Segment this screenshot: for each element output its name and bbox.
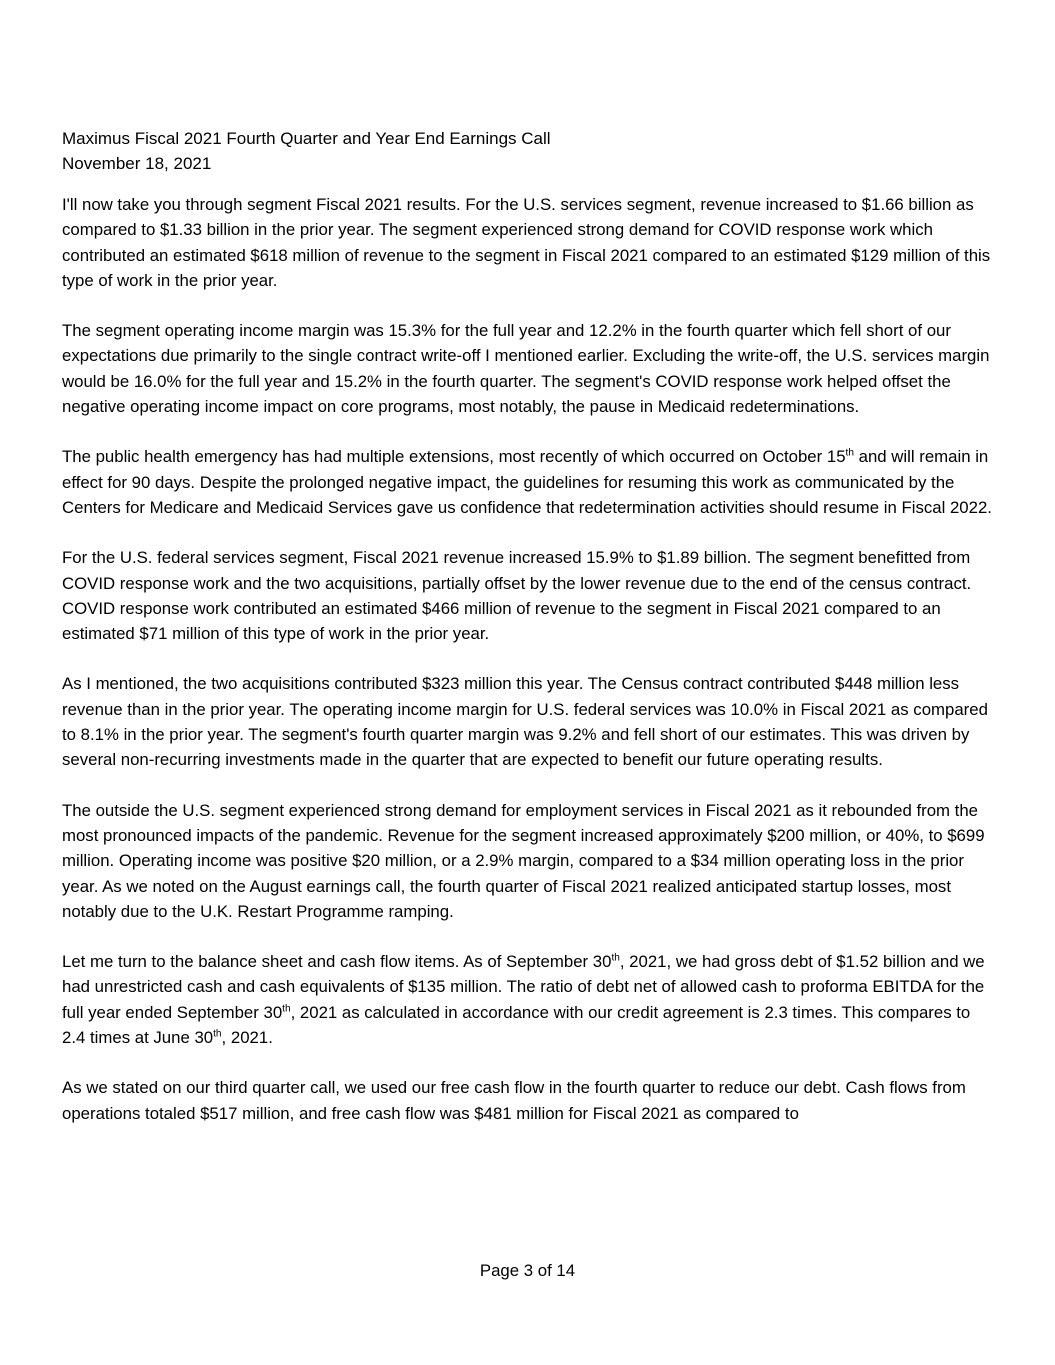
ordinal-superscript: th [282, 1003, 291, 1015]
paragraph [62, 671, 992, 772]
paragraph [62, 192, 992, 293]
paragraph [62, 545, 992, 646]
paragraph-text: , 2021 as calculated in accordance with our credit agreement is 2.3 times. This compares to 2.4 times at June 30 [62, 1002, 971, 1048]
document-date: November 18, 2021 [62, 154, 212, 173]
paragraph-text: and will remain in effect for 90 days. Despite the prolonged negative impact, the guidelines for resuming this work as communicated by the Centers for Medicare and Medicaid Services gave us confidence that redetermination activities should resume in Fiscal 2022. [62, 447, 992, 517]
paragraph-text: , 2021, we had gross debt of $1.52 billion and we had unrestricted cash and cash equivalents of $135 million. The ratio of debt net of allowed cash to proforma EBITDA for the full year ended September 30 [62, 952, 985, 1022]
page-footer [0, 1258, 1055, 1283]
paragraph-text: For the U.S. federal services segment, Fiscal 2021 revenue increased 15.9% to $1.89 billion. The segment benefitted from COVID response work and the two acquisitions, partially offset by the lower revenue due to the end of the census contract. COVID response work contributed an estimated $466 million of revenue to the segment in Fiscal 2021 compared to an estimated $71 million of this type of work in the prior year. [62, 548, 972, 644]
document-content [62, 126, 992, 1126]
paragraph [62, 318, 992, 419]
document-header [62, 126, 992, 176]
paragraph [62, 949, 992, 1050]
paragraph-text: I'll now take you through segment Fiscal 2021 results. For the U.S. services segment, revenue increased to $1.66 billion as compared to $1.33 billion in the prior year. The segment experienced strong demand for COVID response work which contributed an estimated $618 million of revenue to the segment in Fiscal 2021 compared to an estimated $129 million of this type of work in the prior year. [62, 195, 991, 290]
document-title: Maximus Fiscal 2021 Fourth Quarter and Year End Earnings Call [62, 129, 551, 148]
paragraph [62, 1075, 992, 1126]
paragraph-text: The segment operating income margin was 15.3% for the full year and 12.2% in the fourth quarter which fell short of our expectations due primarily to the single contract write-off I mentioned earlier. Excluding the write-off, the U.S. services margin would be 16.0% for the full year and 15.2% in the fourth quarter. The segment's COVID response work helped offset the negative operating income impact on core programs, most notably, the pause in Medicaid redeterminations. [62, 321, 990, 417]
paragraph [62, 444, 992, 520]
paragraph-text: The public health emergency has had multiple extensions, most recently of which occurred on October 15 [62, 447, 846, 467]
ordinal-superscript: th [845, 447, 854, 459]
paragraph-text: As I mentioned, the two acquisitions contributed $323 million this year. The Census contract contributed $448 million less revenue than in the prior year. The operating income margin for U.S. federal services was 10.0% in Fiscal 2021 as compared to 8.1% in the prior year. The segment's fourth quarter margin was 9.2% and fell short of our estimates. This was driven by several non-recurring investments made in the quarter that are expected to benefit our future operating results. [62, 674, 988, 770]
paragraph-text: , 2021. [221, 1028, 273, 1048]
page-number: Page 3 of 14 [479, 1261, 576, 1280]
ordinal-superscript: th [213, 1028, 222, 1040]
paragraph-text: The outside the U.S. segment experienced strong demand for employment services in Fiscal 2021 as it rebounded from the most pronounced impacts of the pandemic. Revenue for the segment increased approximately $200 million, or 40%, to $699 million. Operating income was positive $20 million, or a 2.9% margin, compared to a $34 million operating loss in the prior year. As we noted on the August earnings call, the fourth quarter of Fiscal 2021 realized anticipated startup losses, most notably due to the U.K. Restart Programme ramping. [62, 800, 985, 921]
paragraph-text: Let me turn to the balance sheet and cash flow items. As of September 30 [62, 952, 612, 972]
document-body [62, 192, 992, 1126]
ordinal-superscript: th [611, 952, 620, 964]
paragraph [62, 798, 992, 924]
paragraph-text: As we stated on our third quarter call, we used our free cash flow in the fourth quarter to reduce our debt. Cash flows from operations totaled $517 million, and free cash flow was $481 million for Fiscal 2021 as compared to [62, 1078, 966, 1123]
